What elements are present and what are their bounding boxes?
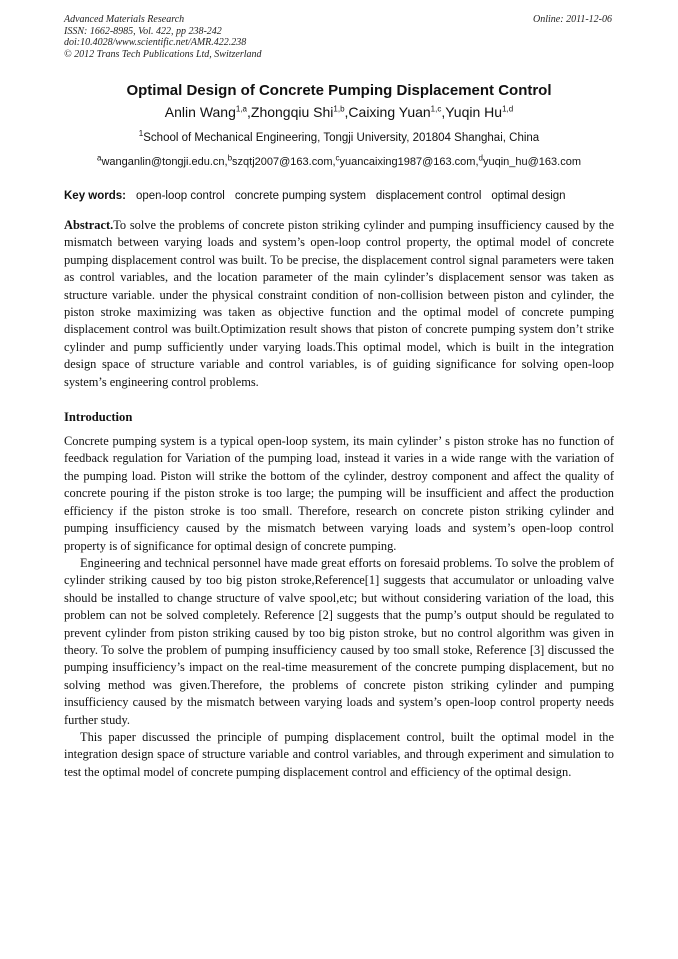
intro-paragraph: This paper discussed the principle of pumping displacement control, built the optimal model in the integration design space of structure variable and control variables, and through experiment and simulation to test the optimal model of concrete pumping displacement control and efficiency of the optimal design. — [64, 729, 614, 779]
author-affil-mark: 1,c — [430, 104, 442, 114]
author-name: Caixing Yuan — [348, 104, 431, 120]
journal-issn: ISSN: 1662-8985, Vol. 422, pp 238-242 — [64, 25, 222, 37]
journal-header — [64, 14, 614, 60]
author-list: Anlin Wang$^{1,a}$,Zhongqiu Shi$^{1,b}$,Caixing Yuan$^{1,c}$,Yuqin Hu$^{1,d}$ — [164, 104, 514, 120]
author-affil-mark: 1,b — [333, 104, 345, 114]
email-mark: b — [227, 153, 233, 163]
affiliation — [64, 131, 614, 145]
author-affil-mark: 1,a — [235, 104, 247, 114]
keyword: optimal design — [491, 190, 566, 202]
keywords — [64, 189, 614, 203]
affiliation-mark: 1 — [138, 129, 144, 139]
email-link[interactable]: szqtj2007@163.com, — [232, 156, 336, 168]
abstract-text: To solve the problems of concrete piston striking cylinder and pumping insufficiency caused by the mismatch between varying loads and system’s open-loop control property, the optimal model of concrete pumping displacement control was built. To be precise, the displacement control signal parameters were taken as control variables, and the location parameter of the main cylinder’s displacement sensor was taken as structure variable. under the physical constraint condition of non-collision between piston and cylinder, the piston stroke maximizing was taken as objective function and the optimal model of concrete pumping displacement control was built.Optimization result shows that piston of concrete pumping system don’t strike cylinder and pump sufficiently under varying loads.This optimal model, which is built in the integration design space of structure variable and control variables, is of guiding significance for solving open-loop system’s engineering control problems. — [64, 218, 614, 389]
email-mark: a — [96, 153, 102, 163]
journal-copyright: © 2012 Trans Tech Publications Ltd, Switzerland — [64, 48, 262, 60]
abstract — [64, 217, 614, 391]
author-name: Anlin Wang — [164, 104, 236, 120]
journal-name: Advanced Materials Research — [64, 14, 185, 25]
email-list — [64, 155, 614, 169]
keyword: concrete pumping system — [234, 190, 366, 202]
section-heading-introduction: Introduction — [64, 410, 133, 425]
email-link[interactable]: yuqin_hu@163.com — [482, 156, 581, 168]
keywords-label: Key words: — [64, 190, 126, 202]
affiliation-text: School of Mechanical Engineering, Tongji University, 201804 Shanghai, China — [143, 132, 540, 144]
online-date: Online: 2011-12-06 — [533, 14, 612, 25]
paper-page — [64, 14, 614, 781]
email-mark: c — [335, 153, 340, 163]
journal-info — [64, 14, 262, 60]
paper-title: Optimal Design of Concrete Pumping Displacement Control — [126, 82, 552, 99]
author-affil-mark: 1,d — [502, 104, 514, 114]
keyword: displacement control — [375, 190, 482, 202]
email-mark: d — [478, 153, 483, 163]
keyword: open-loop control — [136, 190, 225, 202]
author-name: Zhongqiu Shi — [250, 104, 334, 120]
abstract-label: Abstract. — [64, 218, 114, 232]
email-link[interactable]: wanganlin@tongji.edu.cn, — [101, 156, 228, 168]
email-link[interactable]: yuancaixing1987@163.com, — [339, 156, 479, 168]
journal-doi: doi:10.4028/www.scientific.net/AMR.422.238 — [64, 37, 247, 48]
intro-paragraph: Concrete pumping system is a typical open-loop system, its main cylinder’ s piston stroke has no function of feedback regulation for Variation of the pumping load, instead it varies in a wide range with the variation of the pumping load. Piston will strike the bottom of the cylinder, destroy component and affect the quality of concrete pouring if the piston stroke is too large; the pumping will be insufficient and affect the production efficiency if the piston stroke is too small. Therefore, research on concrete piston striking cylinder and pumping insufficiency caused by the mismatch between varying loads and system’s open-loop control property is of significance for optimal design of concrete pumping. — [64, 434, 614, 553]
intro-paragraph: Engineering and technical personnel have made great efforts on foresaid problems. To solve the problem of cylinder striking caused by too big piston stroke,Reference[1] suggests that accumulator or unloading valve should be installed to change structure of valve spool,etc; but without considering variation of the load, this problem can not be solved completely. Reference [2] suggests that the pump’s output should be regulated to prevent cylinder from piston striking caused by too big piston stroke, but no control algorithm was given in theory. To solve the problem of pumping insufficiency caused by too small stoke, Reference [3] discussed the pumping insufficiency’s impact on the real-time measurement of the concrete pumping displacement, but no solving method was given.Therefore, the problems of concrete piston striking cylinder and pumping insufficiency caused by the mismatch between varying loads and system’s open-loop control property needs further study. — [64, 555, 614, 727]
author-name: Yuqin Hu — [445, 104, 503, 120]
